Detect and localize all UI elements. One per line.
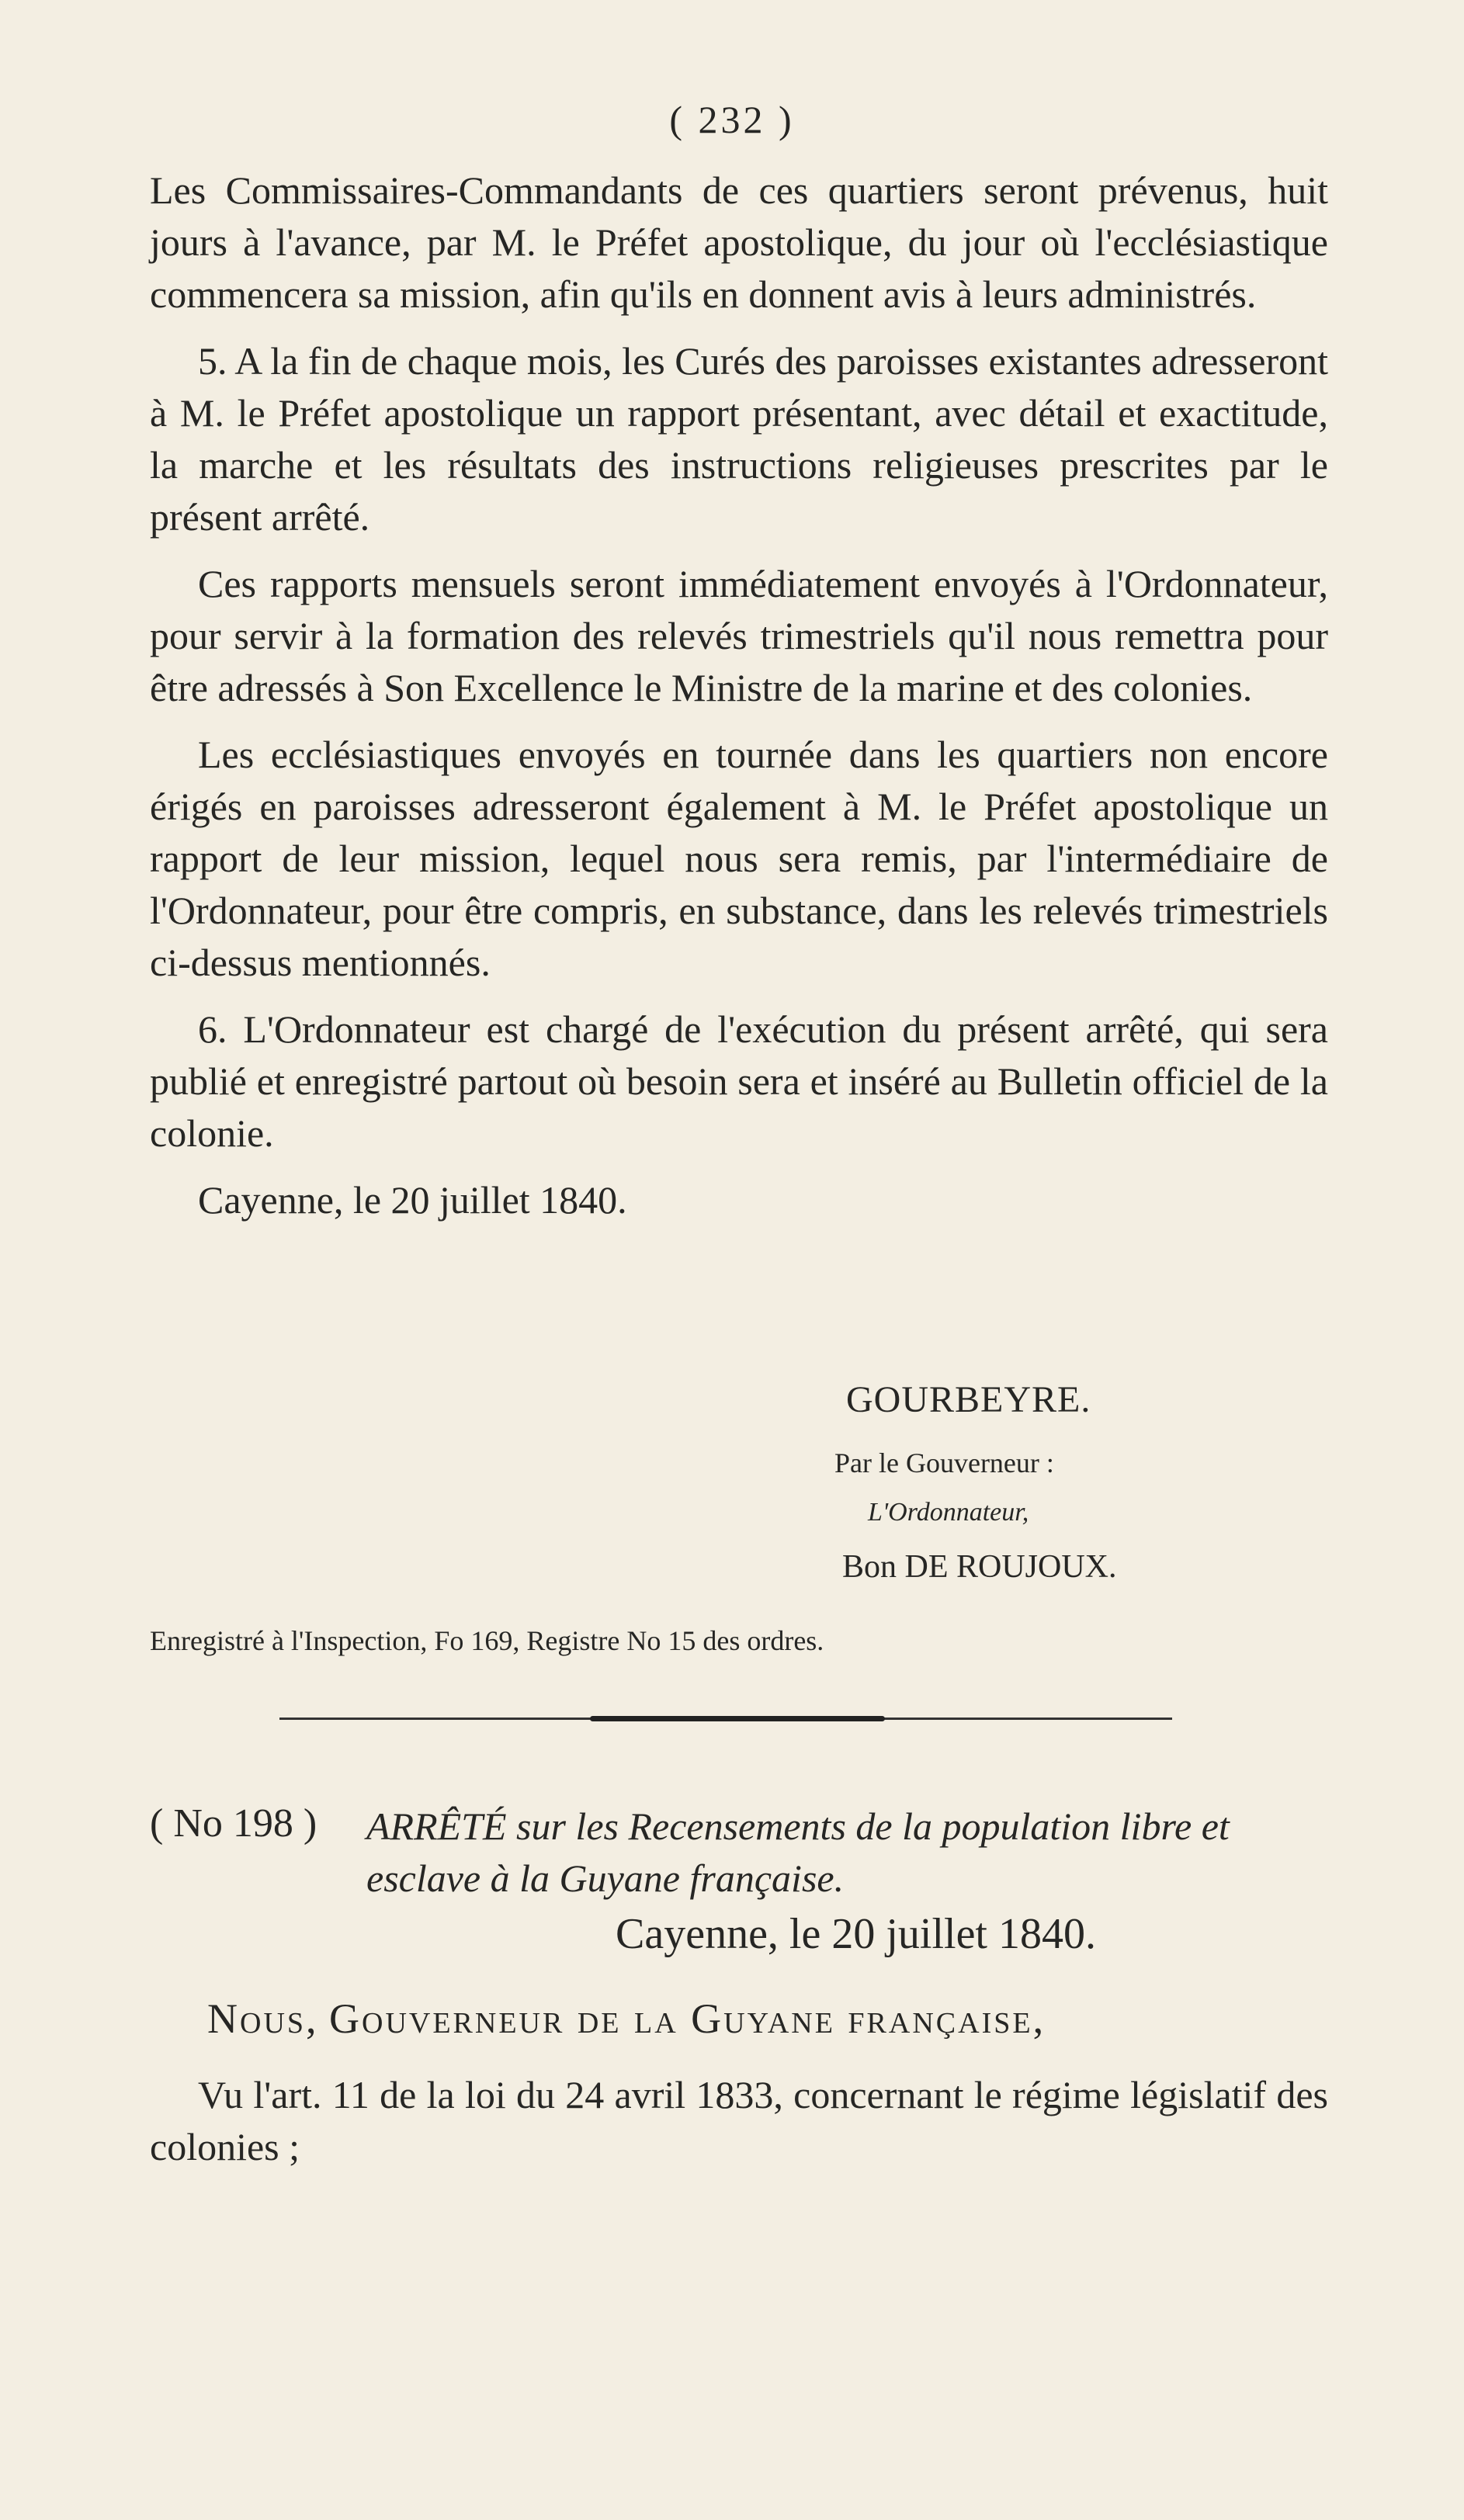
paragraph-vu: Vu l'art. 11 de la loi du 24 avril 1833, concernant le régime législatif des colonies ; [150,2073,1328,2168]
paragraph-commissaires: Les Commissaires-Commandants de ces quartiers seront prévenus, huit jours à l'avance, par M. le Préfet apostolique, du jour où l'ecclésiastique commencera sa mission, afin qu'ils en donnent avis à leurs administrés. [150,168,1328,316]
signature-name: Bon DE ROUJOUX. [842,1549,1117,1585]
preamble-governor: Gouverneur de la Guyane française, [329,1995,1046,2042]
decree-title: ARRÊTÉ sur les Recensements de la population libre et esclave à la Guyane française. [366,1804,1230,1900]
signature-governor: GOURBEYRE. [846,1379,1091,1420]
signature-par: Par le Gouverneur : [834,1447,1054,1478]
decree-body [150,2069,1328,2173]
paragraph-article-6: 6. L'Ordonnateur est chargé de l'exécution du présent arrêté, qui sera publié et enregistré partout où besoin sera et inséré au Bulletin officiel de la colonie. [150,1007,1328,1155]
paragraph-date-place: Cayenne, le 20 juillet 1840. [198,1178,627,1222]
paragraph-ecclesiastiques: Les ecclésiastiques envoyés en tournée dans les quartiers non encore érigés en paroisses adresseront également à M. le Préfet apostolique un rapport de leur mission, lequel nous sera remis, par l'intermédiaire de l'Ordonnateur, pour être compris, en substance, dans les relevés trimestriels ci-dessus mentionnés. [150,733,1328,984]
paragraph-article-5: 5. A la fin de chaque mois, les Curés des paroisses existantes adresseront à M. le Préfet apostolique un rapport présentant, avec détail et exactitude, la marche et les résultats des instructions religieuses prescrites par le présent arrêté. [150,339,1328,539]
decree-date: Cayenne, le 20 juillet 1840. [616,1910,1096,1958]
separator-rule-center [590,1716,885,1721]
page-number: ( 232 ) [669,98,795,141]
body-text [150,165,1328,1226]
registration-note: Enregistré à l'Inspection, Fo 169, Registre No 15 des ordres. [150,1625,824,1656]
paragraph-rapports: Ces rapports mensuels seront immédiatement envoyés à l'Ordonnateur, pour servir à la formation des relevés trimestriels qu'il nous remettra pour être adressés à Son Excellence le Ministre de la marine et des colonies. [150,562,1328,709]
preamble-nous: Nous, [207,1995,319,2042]
decree-number: ( No 198 ) [150,1801,317,1846]
decree-preamble [207,1995,1046,2043]
signature-role: L'Ordonnateur, [868,1498,1029,1527]
